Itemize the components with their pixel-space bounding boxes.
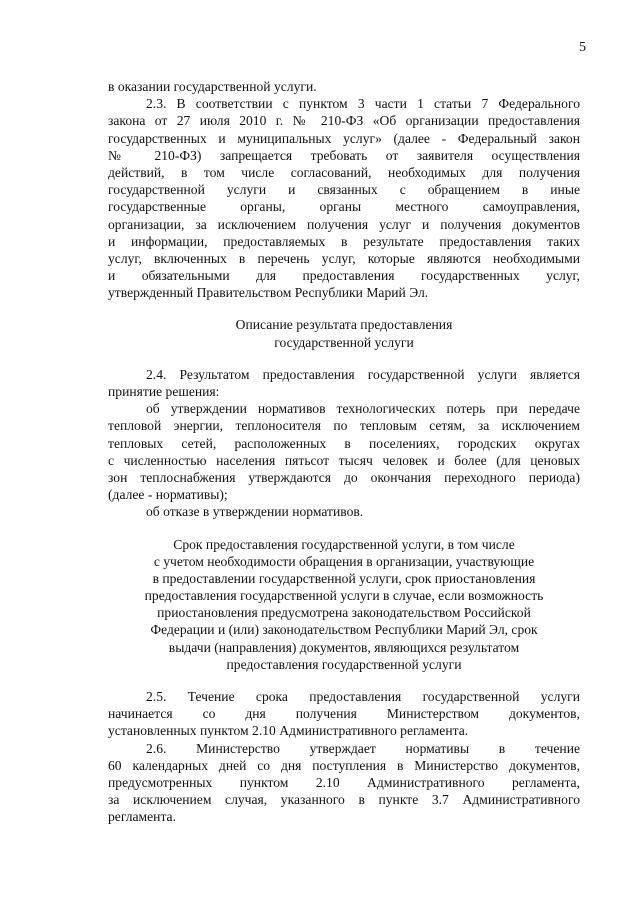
section-heading-line: приостановления предусмотрена законодательством Российской xyxy=(157,605,531,621)
text-line: (далее - нормативы); xyxy=(108,487,228,503)
section-heading-line: в предоставлении государственной услуги, срок приостановления xyxy=(152,570,536,586)
section-heading-line: Федерации и (или) законодательством Республики Марий Эл, срок xyxy=(150,622,538,638)
text-line: установленных пунктом 2.10 Административного регламента. xyxy=(108,723,469,739)
section-spacer xyxy=(108,351,580,366)
text-line: № 210-ФЗ) запрещается требовать от заявителя осуществления xyxy=(108,147,580,163)
text-line: утвержденный Правительством Республики Марий Эл. xyxy=(108,285,429,301)
text-line: в оказании государственной услуги. xyxy=(108,79,317,94)
text-line: государственной услуги и связанных с обращением в иные xyxy=(108,182,580,198)
text-line: государственные органы, органы местного самоуправления, xyxy=(108,199,580,215)
text-line: и информации, предоставляемых в результате предоставления таких xyxy=(108,233,580,249)
text-line: тепловой энергии, теплоносителя по тепловым сетям, за исключением xyxy=(108,418,580,434)
text-line: об отказе в утверждении нормативов. xyxy=(146,504,364,520)
text-line: об утверждении нормативов технологических потерь при передаче xyxy=(146,401,580,417)
document-body xyxy=(108,78,580,826)
text-line: регламента. xyxy=(108,809,176,825)
section-spacer xyxy=(108,301,580,316)
text-line: с численностью населения пятьсот тысяч человек и более (для ценовых xyxy=(108,452,580,468)
text-line: тепловых сетей, расположенных в поселениях, городских округах xyxy=(108,435,580,451)
text-line: за исключением случая, указанного в пункте 3.7 Административного xyxy=(108,792,580,808)
text-line: и обязательными для предоставления государственных услуг, xyxy=(108,268,580,284)
section-heading-line: предоставления государственной услуги в случае, если возможность xyxy=(144,588,544,604)
text-line: 2.6. Министерство утверждает нормативы в течение xyxy=(146,740,580,756)
text-line: организации, за исключением получения услуг и получения документов xyxy=(108,216,580,232)
text-line: 2.5. Течение срока предоставления государственной услуги xyxy=(146,689,580,704)
text-line: начинается со дня получения Министерством документов, xyxy=(108,706,580,722)
section-heading-line: государственной услуги xyxy=(274,334,414,350)
text-line: 60 календарных дней со дня поступления в Министерство документов, xyxy=(108,757,580,773)
section-spacer xyxy=(108,521,580,536)
section-heading-line: Срок предоставления государственной услуги, в том числе xyxy=(173,536,515,552)
section-spacer xyxy=(108,673,580,688)
text-line: предусмотренных пунктом 2.10 Административного регламента, xyxy=(108,774,580,790)
text-line: принятие решения: xyxy=(108,384,220,399)
section-heading-line: Описание результата предоставления xyxy=(235,317,453,333)
text-line: зон теплоснабжения утверждаются до окончания переходного периода) xyxy=(108,469,580,485)
section-heading-line: с учетом необходимости обращения в организации, участвующие xyxy=(153,553,535,569)
text-line: 2.3. В соответствии с пунктом 3 части 1 статьи 7 Федерального xyxy=(146,96,580,112)
text-line: действий, в том числе согласований, необходимых для получения xyxy=(108,164,580,180)
page-number: 5 xyxy=(579,40,586,55)
text-line: услуг, включенных в перечень услуг, которые являются необходимыми xyxy=(108,250,580,266)
text-line: закона от 27 июля 2010 г. № 210-ФЗ «Об организации предоставления xyxy=(108,113,580,129)
text-line: государственных и муниципальных услуг» (далее - Федеральный закон xyxy=(108,130,580,146)
section-heading-line: выдачи (направления) документов, являющихся результатом xyxy=(168,639,520,655)
section-heading-line: предоставления государственной услуги xyxy=(226,656,462,672)
text-line: 2.4. Результатом предоставления государственной услуги является xyxy=(146,366,580,382)
